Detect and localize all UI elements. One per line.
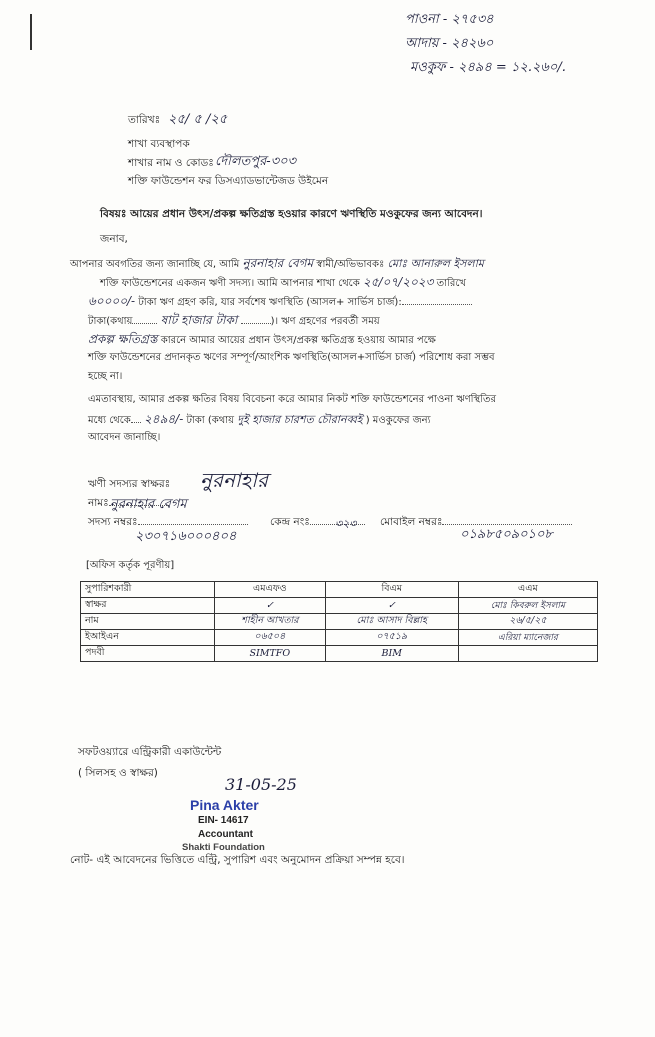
table-row: পদবী SIMTFO BIM — [81, 646, 598, 662]
center-value: ৩২৩ — [335, 517, 357, 530]
date-label: তারিখঃ — [128, 114, 161, 126]
stamp-org: Shakti Foundation — [182, 842, 265, 853]
mobile-value: ০১৯৮৫০৯০১০৮ — [460, 527, 553, 542]
margin-mark — [30, 14, 32, 50]
branch-label: শাখার নাম ও কোডঃ — [128, 157, 214, 169]
amount-words: ষাট হাজার টাকা — [160, 313, 238, 327]
para1-line1: আপনার অবগতির জন্য জানাচ্ছি যে, আমি নুরনাহার বেগম স্বামী/অভিভাবকঃ মোঃ আনারুল ইসলাম — [70, 256, 484, 270]
subject: বিষয়ঃ আয়ের প্রধান উৎস/প্রকল্প ক্ষতিগ্রস্ত হওয়ার কারণে ঋণস্থিতি মওকুফের জন্য আবেদন। — [100, 208, 483, 220]
member-number-value: ২৩০৭১৬০০০৪০৪ — [135, 529, 237, 544]
applicant-name: নুরনাহার বেগম — [242, 256, 314, 270]
table-row: নাম শাহীন আখতার মোঃ আসাদ বিল্লাহ ২৬/৫/২৫ — [81, 614, 598, 630]
para1-line4: টাকা(কথায় ষাট হাজার টাকা )। ঋণ গ্রহণের পরবর্তী সময় — [88, 313, 380, 327]
stamp-name: Pina Akter — [190, 797, 259, 813]
salutation: জনাব, — [100, 233, 128, 245]
note-waiver: মওকুফ - ২৪৯৪ = ১২.২৬০/. — [410, 60, 566, 75]
mobile-label: মোবাইল নম্বরঃ — [380, 515, 572, 532]
recipient-title: শাখা ব্যবস্থাপক — [128, 138, 190, 150]
member-signature: নুরনাহার — [200, 468, 268, 492]
waiver-amount: ২৪৯৪/- — [144, 412, 184, 426]
note-due: পাওনা - ২৭৫৩৪ — [405, 12, 494, 27]
branch-value: দৌলতপুর-৩০৩ — [215, 154, 296, 169]
foundation-name: শক্তি ফাউন্ডেশন ফর ডিসএ্যাডভান্টেজড উইমেন — [128, 175, 329, 187]
para2-line1: এমতাবস্থায়, আমার প্রকল্প ক্ষতির বিষয় বিবেচনা করে আমার নিকট শক্তি ফাউন্ডেশনের পাওনা ঋণস্থিতির — [88, 394, 497, 405]
guardian-name: মোঃ আনারুল ইসলাম — [387, 257, 484, 270]
para1-line7: হচ্ছে না। — [88, 371, 123, 382]
member-name-value: নুরনাহার বেগম — [110, 497, 187, 512]
para1-line6: শক্তি ফাউন্ডেশনের প্রদানকৃত ঋণের সম্পূর্ণ/আংশিক ঋণস্থিতি(আসল+সার্ভিস চার্জ) পরিশোধ করা সম্ভব — [88, 352, 495, 363]
para1-line2: শক্তি ফাউন্ডেশনের একজন ঋণী সদস্য। আমি আপনার শাখা থেকে ২৫/০৭/২০২৩ তারিখে — [100, 275, 466, 289]
para2-line2: মধ্যে থেকে ২৪৯৪/- টাকা (কথায় দুই হাজার চারশত চৌরানব্বই ) মওকুফের জন্য — [88, 412, 431, 426]
accountant-title: সফটওয়্যারে এন্ট্রিকারী একাউন্টেন্ট — [78, 746, 222, 758]
waiver-words: দুই হাজার চারশত চৌরানব্বই — [237, 413, 363, 426]
table-row: সুপারিশকারী এমএফও বিএম এএম — [81, 582, 598, 598]
accountant-sig-date: 31-05-25 — [225, 775, 297, 794]
para1-line3: ৬০০০০/- টাকা ঋণ গ্রহণ করি, যার সর্বশেষ ঋণস্থিতি (আসল+ সার্ভিস চার্জ): — [88, 293, 472, 313]
stamp-title: Accountant — [198, 829, 253, 840]
stamp-ein: EIN- 14617 — [198, 815, 249, 826]
para2-line3: আবেদন জানাচ্ছি। — [88, 432, 161, 443]
recommendation-table — [80, 581, 598, 662]
center-label: কেন্দ্র নংঃ — [270, 515, 365, 532]
footer-note: নোট- এই আবেদনের ভিত্তিতে এন্ট্রি, সুপারিশ এবং অনুমোদন প্রক্রিয়া সম্পন্ন হবে। — [70, 854, 405, 866]
date-value: ২৫/ ৫ /২৫ — [168, 112, 228, 127]
table-row: স্বাক্ষর ✓ ✓ মোঃ কিবরুল ইসলাম — [81, 598, 598, 614]
loan-date: ২৫/০৭/২০২৩ — [362, 275, 434, 289]
member-sig-label: ঋণী সদস্যর স্বাক্ষরঃ — [88, 478, 171, 490]
accountant-seal-note: ( সিলসহ ও স্বাক্ষর) — [78, 767, 158, 779]
table-row: ইআইএন ০৬৫০৪ ০৭৫১৯ এরিয়া ম্যানেজার — [81, 630, 598, 646]
member-number-label: সদস্য নম্বরঃ — [88, 515, 248, 532]
office-use-label: [অফিস কর্তৃক পূরণীয়] — [86, 560, 175, 571]
loss-reason: প্রকল্প ক্ষতিগ্রস্ত — [88, 332, 158, 346]
note-collected: আদায় - ২৪২৬০ — [405, 36, 494, 51]
para1-line5: প্রকল্প ক্ষতিগ্রস্ত কারনে আমার আয়ের প্রধান উৎস/প্রকল্প ক্ষতিগ্রস্ত হওয়ায় আমার পক্ষে — [88, 332, 436, 346]
member-name-label: নামঃ — [88, 496, 169, 513]
loan-amount: ৬০০০০/- — [88, 294, 136, 308]
